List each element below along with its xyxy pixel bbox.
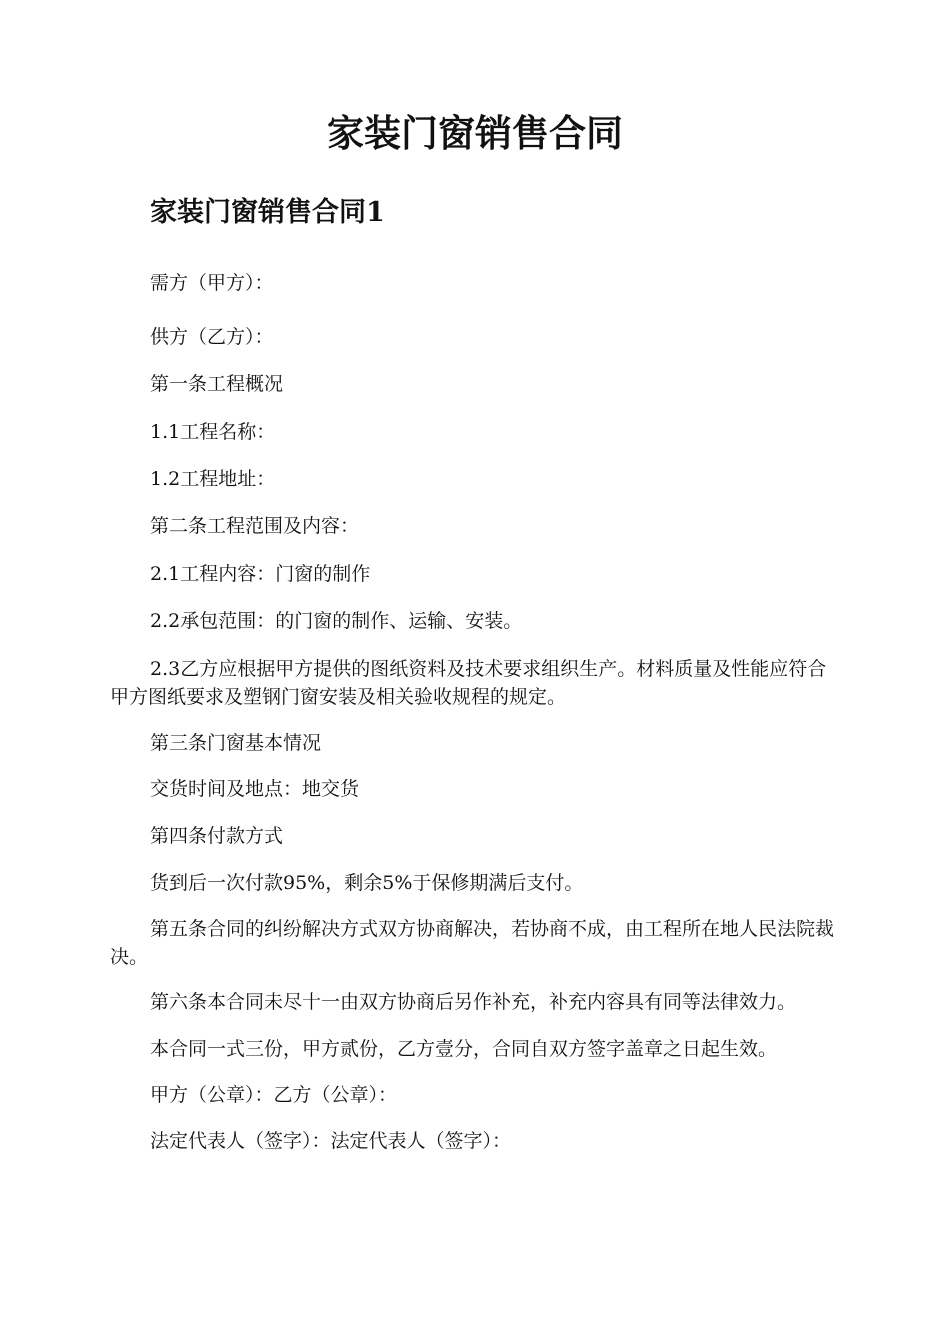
- article-3-heading: 第三条门窗基本情况: [150, 732, 322, 754]
- party-b-line: 供方（乙方）：: [150, 326, 274, 348]
- seal-line: 甲方（公章）：乙方（公章）：: [150, 1084, 398, 1106]
- signature-line: 法定代表人（签字）：法定代表人（签字）：: [150, 1130, 512, 1152]
- production-requirements-paragraph: 2.3乙方应根据甲方提供的图纸资料及技术要求组织生产。材料质量及性能应符合甲方图纸要求及塑钢门窗安装及相关验收规程的规定。: [110, 658, 827, 708]
- copies-effective-line: 本合同一式三份，甲方贰份，乙方壹分，合同自双方签字盖章之日起生效。: [150, 1038, 778, 1060]
- article-2-heading: 第二条工程范围及内容：: [150, 515, 360, 537]
- party-a-line: 需方（甲方）：: [150, 272, 274, 294]
- section-heading: 家装门窗销售合同1: [150, 197, 385, 228]
- project-address-line: 1.2工程地址：: [150, 468, 276, 490]
- project-name-line: 1.1工程名称：: [150, 421, 276, 443]
- article-4-heading: 第四条付款方式: [150, 825, 284, 847]
- project-content-line: 2.1工程内容：门窗的制作: [150, 563, 371, 585]
- document-title: 家装门窗销售合同: [327, 111, 623, 155]
- dispute-resolution-paragraph: 第五条合同的纠纷解决方式双方协商解决，若协商不成，由工程所在地人民法院裁决。: [110, 918, 835, 968]
- delivery-line: 交货时间及地点：地交货: [150, 778, 360, 800]
- payment-terms-line: 货到后一次付款95%，剩余5%于保修期满后支付。: [150, 872, 584, 894]
- article-6-line: 第六条本合同未尽十一由双方协商后另作补充，补充内容具有同等法律效力。: [150, 991, 797, 1013]
- contract-scope-line: 2.2承包范围：的门窗的制作、运输、安装。: [150, 610, 523, 632]
- article-1-heading: 第一条工程概况: [150, 373, 284, 395]
